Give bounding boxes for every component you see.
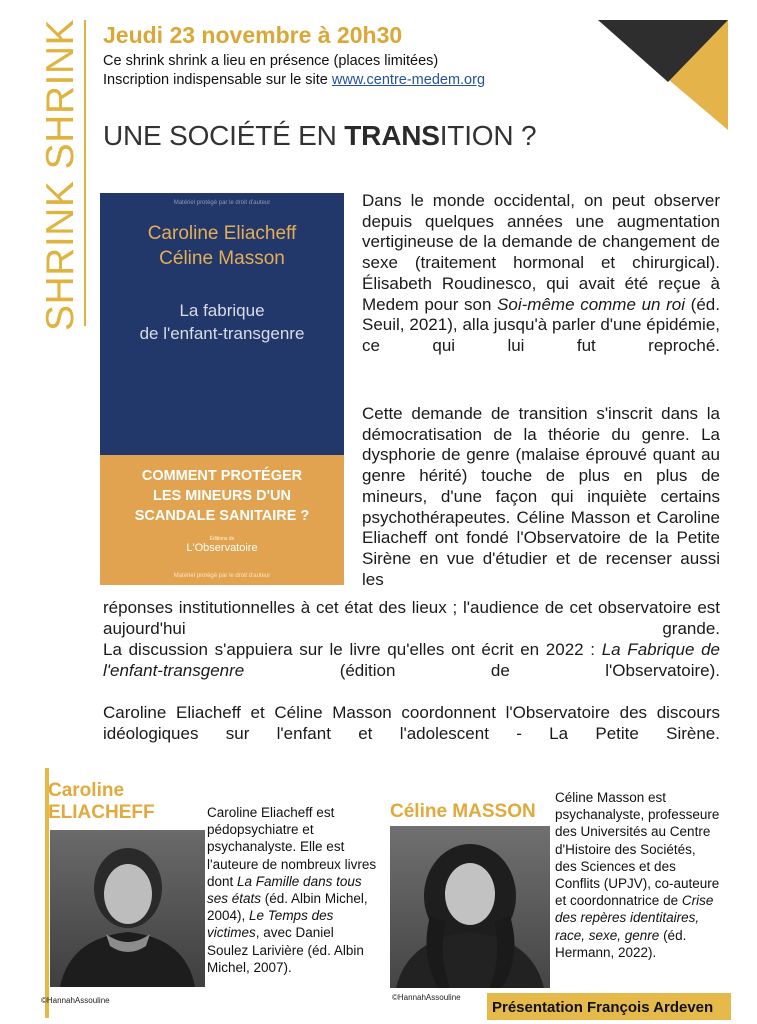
- brand-vertical-title: [36, 20, 86, 330]
- speaker-2-photo-credit: ©HannahAssouline: [392, 993, 461, 1002]
- speaker-1-last-name: ELIACHEFF: [48, 802, 155, 823]
- speaker-2-book: Crise des repères identitaires, race, sexe, genre: [555, 893, 714, 943]
- paragraph-intro: [362, 191, 720, 357]
- book-top-notice: Matériel protégé par le droit d'auteur: [173, 200, 271, 206]
- book-publisher-logo: L'Observatoire: [186, 542, 258, 554]
- book-publisher-small: Éditions de: [209, 536, 235, 542]
- book-cover: [100, 193, 344, 585]
- paragraph-transition: Cette demande de transition s'inscrit dans la démocratisation de la théorie du genre. La dysphorie de genre (malaise éprouvé quant au genre hérité) touche de plus en plus de mineurs, d'une façon qui inquiète certains psychothérapeutes. Céline Masson et Caroline Eliacheff ont fondé l'Observatoire de la Petite Sirène en vue d'étudier et de recenser aussi les: [362, 404, 720, 589]
- paragraph-observatory: Caroline Eliacheff et Céline Masson coordonnent l'Observatoire des discours idéologiques sur l'enfant et l'adolescent - La Petite Sirène.: [103, 703, 720, 743]
- paragraph-transition-continued: [103, 598, 720, 639]
- speaker-2-photo: [390, 826, 550, 988]
- book-reference-fabrique: La Fabrique de l'enfant-transgenre: [103, 640, 720, 680]
- book-band-line-2: LES MINEURS D'UN: [153, 488, 291, 504]
- book-author-1: Caroline Eliacheff: [147, 223, 297, 244]
- title-part-2: ITION ?: [439, 120, 537, 151]
- speaker-1-photo-credit: ©HannahAssouline: [41, 996, 110, 1005]
- brand-vertical-text: SHRINK SHRINK: [39, 18, 83, 332]
- brand-divider: [84, 20, 86, 326]
- book-title-line-1: La fabrique: [179, 301, 265, 320]
- book-title-line-2: de l'enfant-transgenre: [139, 324, 305, 343]
- paragraph-discussion-text: La discussion s'appuiera sur le livre qu'elles ont écrit en 2022 :: [103, 640, 602, 659]
- book-band-line-1: COMMENT PROTÉGER: [141, 468, 303, 484]
- speaker-2-bio-text: Céline Masson est psychanalyste, professeure des Universités au Centre d'Histoire des Sociétés, des Sciences et des Conflits (UPJV), co-auteure et coordonnatrice de: [555, 790, 720, 909]
- book-band-line-3: SCANDALE SANITAIRE ?: [134, 508, 310, 524]
- book-cover-band: [100, 455, 344, 585]
- speaker-1-book-1: La Famille dans tous ses états: [207, 873, 362, 907]
- speaker-1-first-name: Caroline: [48, 780, 125, 801]
- speaker-1-bio-text: Caroline Eliacheff est pédopsychiatre et psychanalyste. Elle est l'auteure de nombreux livres dont: [207, 805, 377, 889]
- paragraph-discussion-text-end: (édition de l'Observatoire).: [244, 660, 720, 680]
- speaker-1-bio-text-2: (éd. Albin Michel, 2004),: [207, 891, 368, 924]
- title-bold: TRANS: [344, 120, 440, 151]
- corner-triangle-decoration: [598, 20, 728, 130]
- presenter-credit: Présentation François Ardeven: [492, 999, 714, 1016]
- speaker-2-bio: [555, 789, 720, 961]
- speaker-1-book-2: Le Temps des victimes: [207, 908, 334, 941]
- info-line-registration: [103, 72, 485, 88]
- speaker-2-bio-text-2: (éd. Hermann, 2022).: [555, 927, 687, 960]
- book-author-2: Céline Masson: [159, 248, 285, 269]
- book-reference-soi-meme: Soi-même comme un roi: [497, 294, 686, 314]
- registration-prefix: Inscription indispensable sur le site: [103, 72, 332, 88]
- speaker-1-photo: [50, 830, 205, 987]
- speaker-1-bio: [207, 804, 377, 976]
- book-bottom-notice: Matériel protégé par le droit d'auteur: [173, 573, 271, 579]
- website-link[interactable]: www.centre-medem.org: [331, 72, 486, 88]
- event-date: Jeudi 23 novembre à 20h30: [103, 22, 403, 48]
- title-part-1: UNE SOCIÉTÉ EN: [103, 120, 345, 151]
- paragraph-intro-text: Dans le monde occidental, on peut observer depuis quelques années une augmentation vertigineuse de la demande de changement de sexe (traitement hormonal et chirurgical). Élisabeth Roudinesco, qui avait été reçue à Medem pour son: [362, 191, 720, 314]
- speaker-1-bio-text-3: , avec Daniel Soulez Larivière (éd. Albin Michel, 2007).: [207, 925, 364, 975]
- paragraph-transition-continued-text: réponses institutionnelles à cet état des lieux ; l'audience de cet observatoire est aujourd'hui grande.: [103, 598, 720, 638]
- info-line-attendance: Ce shrink shrink a lieu en présence (places limitées): [103, 53, 439, 69]
- paragraph-discussion: [103, 640, 720, 681]
- page-title: [103, 120, 536, 152]
- speaker-2-name: Céline MASSON: [390, 801, 536, 822]
- paragraph-intro-text-end: (éd. Seuil, 2021), alla jusqu'à parler d'une épidémie, ce qui lui fut reproché.: [362, 294, 720, 355]
